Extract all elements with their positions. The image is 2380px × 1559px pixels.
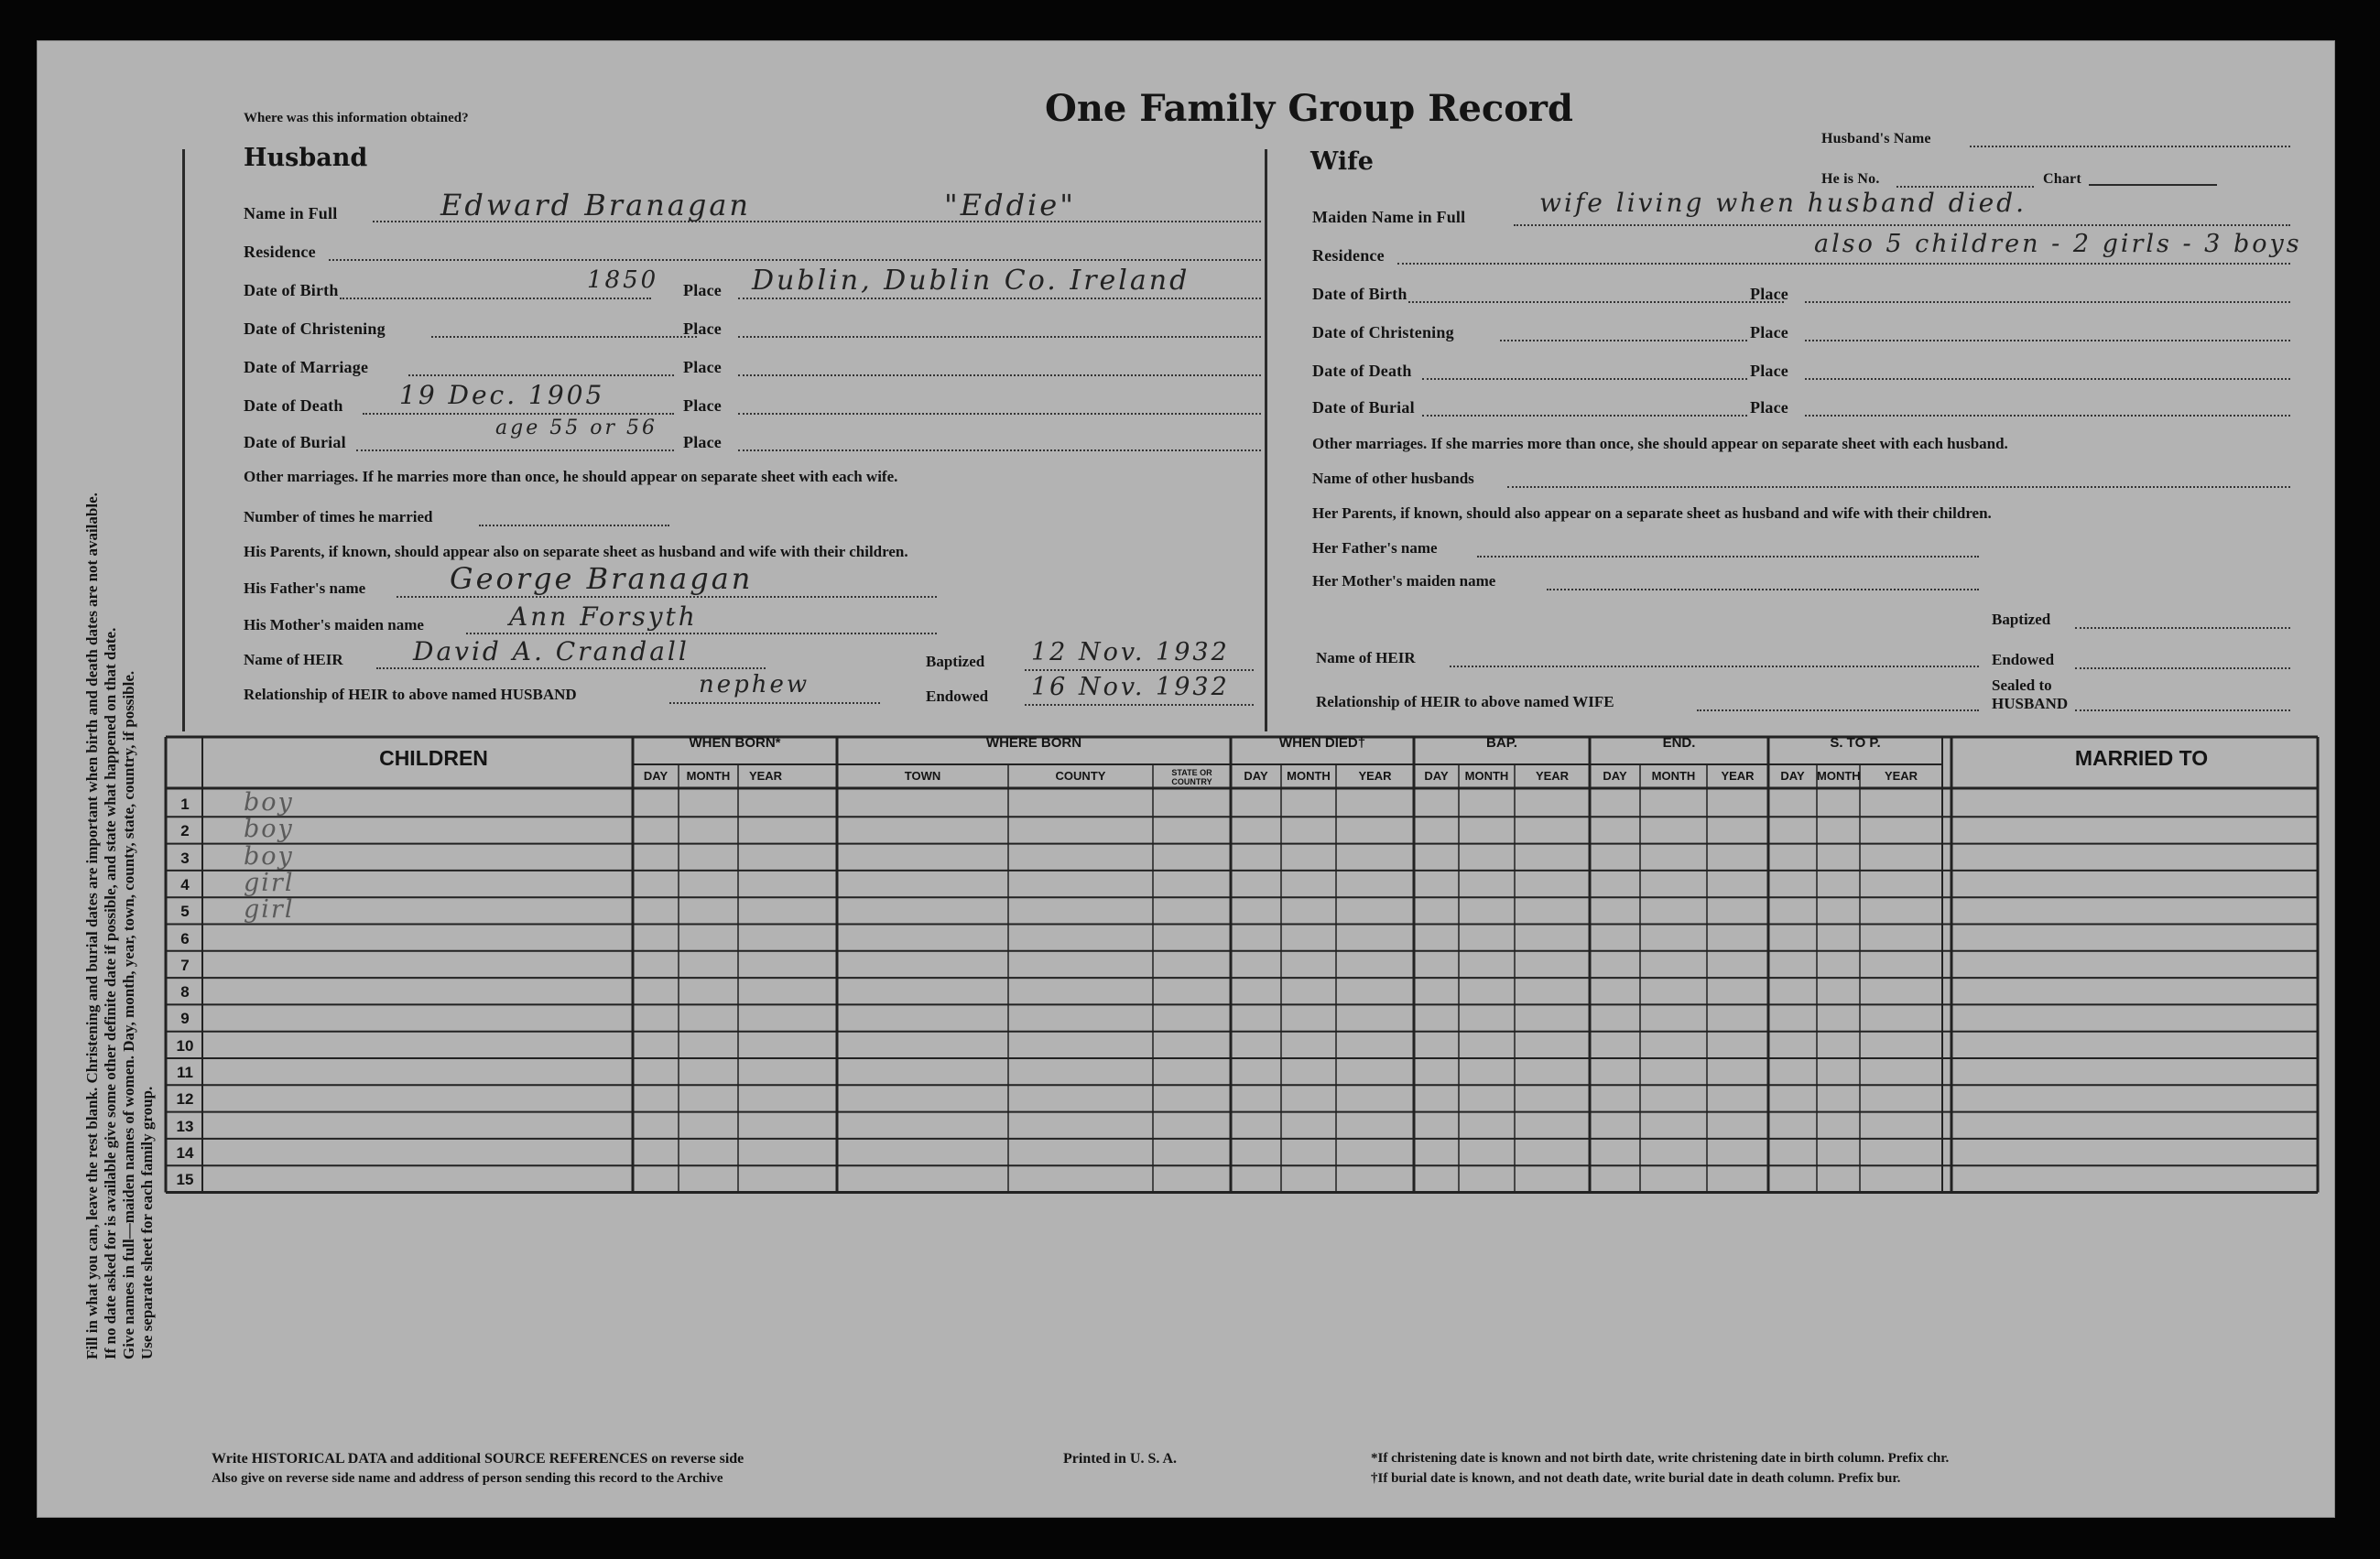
wife-mother-label: Her Mother's maiden name: [1312, 572, 1496, 590]
row-number: 8: [180, 983, 190, 1001]
husband-baptized-label: Baptized: [926, 653, 985, 670]
row-number: 14: [176, 1143, 194, 1162]
child-name-cell[interactable]: boy: [244, 841, 294, 871]
husband-baptized-value[interactable]: 12 Nov. 1932: [1031, 638, 1230, 666]
subheader-day: DAY: [1424, 769, 1449, 783]
subheader-day: DAY: [1780, 769, 1805, 783]
wife-endowed-label: Endowed: [1992, 651, 2055, 668]
husband-residence-label: Residence: [244, 243, 316, 261]
sealed-to-text: Sealed to: [1992, 677, 2052, 694]
husband-mother-label: His Mother's maiden name: [244, 616, 424, 633]
children-header: CHILDREN: [379, 746, 488, 770]
end-header: END.: [1662, 735, 1696, 751]
subheader-town: TOWN: [904, 769, 941, 783]
child-name-cell[interactable]: girl: [244, 895, 295, 925]
wife-other-marriages-note: Other marriages. If she marries more than once, she should appear on separate sheet with each husband.: [1312, 435, 2008, 452]
side-note-line: Use separate sheet for each family group.: [138, 1086, 156, 1359]
subheader-year: YEAR: [1358, 769, 1392, 783]
row-number: 2: [180, 822, 190, 840]
wife-birth-label: Date of Birth: [1312, 285, 1407, 303]
husband-death-place-label: Place: [683, 396, 722, 415]
subheader-month: MONTH: [1287, 769, 1331, 783]
family-group-record-sheet: [37, 40, 2335, 1518]
subheader-year: YEAR: [748, 769, 783, 783]
wife-heading: Wife: [1310, 147, 1374, 176]
subheader-county: COUNTY: [1055, 769, 1106, 783]
wife-father-label: Her Father's name: [1312, 539, 1438, 557]
wife-maiden-value[interactable]: wife living when husband died.: [1539, 188, 2027, 218]
where-born-header: WHERE BORN: [985, 735, 1082, 751]
wife-heir-label: Name of HEIR: [1316, 649, 1416, 666]
sto-header: S. TO P.: [1830, 735, 1881, 751]
subheader-day: DAY: [643, 769, 668, 783]
when-born-header: WHEN BORN*: [689, 735, 781, 751]
husband-birth-place-label: Place: [683, 281, 722, 299]
row-number: 6: [180, 929, 190, 947]
husband-christening-label: Date of Christening: [244, 319, 386, 338]
husband-name-value[interactable]: Edward Branagan: [440, 188, 752, 222]
husband-nickname-value[interactable]: "Eddie": [944, 188, 1076, 222]
wife-other-husbands-label: Name of other husbands: [1312, 470, 1474, 487]
wife-relationship-label: Relationship of HEIR to above named WIFE: [1316, 693, 1614, 710]
child-name-cell[interactable]: boy: [244, 788, 294, 817]
husband-birth-label: Date of Birth: [244, 281, 339, 299]
he-is-no-label: He is No.: [1821, 171, 1880, 187]
husband-heading: Husband: [244, 144, 368, 172]
wife-burial-label: Date of Burial: [1312, 398, 1415, 417]
husband-name-label: Name in Full: [244, 204, 338, 222]
wife-maiden-label: Maiden Name in Full: [1312, 208, 1466, 226]
wife-birth-place-label: Place: [1750, 285, 1788, 303]
row-number: 5: [180, 903, 190, 921]
bap-header: BAP.: [1486, 735, 1517, 751]
husband-relationship-value[interactable]: nephew: [699, 671, 810, 698]
subheader-year: YEAR: [1721, 769, 1755, 783]
husband-times-married-label: Number of times he married: [244, 508, 433, 525]
husband-burial-place-label: Place: [683, 433, 722, 451]
husband-marriage-place-label: Place: [683, 358, 722, 376]
chart-label: Chart: [2043, 171, 2081, 187]
husband-mother-value[interactable]: Ann Forsyth: [509, 601, 698, 632]
printed-in-usa: Printed in U. S. A.: [1063, 1451, 1178, 1467]
footer-left-2: Also give on reverse side name and address of person sending this record to the Archive: [212, 1471, 723, 1486]
row-number: 12: [176, 1090, 194, 1109]
wife-death-place-label: Place: [1750, 362, 1788, 380]
husband-father-label: His Father's name: [244, 579, 366, 597]
wife-residence-label: Residence: [1312, 246, 1385, 265]
husband-age-note[interactable]: age 55 or 56: [495, 417, 657, 439]
wife-parents-note: Her Parents, if known, should also appear on a separate sheet as husband and wife with their children.: [1312, 504, 1992, 522]
wife-baptized-label: Baptized: [1992, 611, 2051, 628]
husband-birth-place-value[interactable]: Dublin, Dublin Co. Ireland: [752, 265, 1190, 297]
row-number: 10: [176, 1036, 194, 1055]
when-died-header: WHEN DIED†: [1278, 735, 1366, 751]
child-name-cell[interactable]: girl: [244, 868, 295, 897]
husbands-name-label: Husband's Name: [1821, 131, 1931, 146]
row-number: 15: [176, 1171, 194, 1189]
row-number: 9: [180, 1010, 190, 1028]
row-number: 1: [180, 796, 190, 813]
husband-relationship-label: Relationship of HEIR to above named HUSBAND: [244, 686, 577, 703]
row-number: 3: [180, 849, 190, 867]
subheader-year: YEAR: [1535, 769, 1570, 783]
husband-endowed-value[interactable]: 16 Nov. 1932: [1031, 673, 1230, 701]
wife-christening-label: Date of Christening: [1312, 323, 1454, 341]
wife-burial-place-label: Place: [1750, 398, 1788, 417]
subheader-month: MONTH: [686, 769, 731, 783]
subheader-day: DAY: [1244, 769, 1268, 783]
wife-christening-place-label: Place: [1750, 323, 1788, 341]
husband-christening-place-label: Place: [683, 319, 722, 338]
husband-text: HUSBAND: [1992, 695, 2069, 712]
subheader-month: MONTH: [1464, 769, 1509, 783]
husband-parents-note: His Parents, if known, should appear also on separate sheet as husband and wife with their children.: [244, 543, 908, 560]
subheader-year: YEAR: [1884, 769, 1918, 783]
side-note-line: Give names in full—maiden names of women. Day, month, year, town, county, state, country, if possible.: [120, 670, 137, 1359]
footer-left-1: Write HISTORICAL DATA and additional SOURCE REFERENCES on reverse side: [212, 1451, 744, 1467]
married-to-header: MARRIED TO: [2074, 746, 2209, 770]
husband-death-label: Date of Death: [244, 396, 343, 415]
subheader-day: DAY: [1603, 769, 1627, 783]
subheader-state-country: STATE OR COUNTRY: [1171, 768, 1212, 786]
row-number: 13: [176, 1117, 194, 1135]
husband-birth-value[interactable]: 1850: [587, 266, 659, 294]
child-name-cell[interactable]: boy: [244, 815, 294, 844]
where-obtained-label: Where was this information obtained?: [244, 111, 469, 125]
husband-other-marriages-note: Other marriages. If he marries more than once, he should appear on separate sheet with each wife.: [244, 468, 898, 485]
wife-residence-note[interactable]: also 5 children - 2 girls - 3 boys: [1814, 230, 2302, 258]
husband-marriage-label: Date of Marriage: [244, 358, 369, 376]
husband-heir-label: Name of HEIR: [244, 651, 343, 668]
row-number: 11: [177, 1064, 193, 1081]
side-note-line: Fill in what you can, leave the rest blank. Christening and burial dates are important when birth and death dates are not available.: [83, 493, 101, 1359]
wife-death-label: Date of Death: [1312, 362, 1412, 380]
row-number: 7: [180, 956, 190, 974]
page-title: One Family Group Record: [1045, 87, 1573, 130]
side-note-line: If no date asked for is available give some other definite date if possible, and state what happened on that date.: [102, 627, 119, 1359]
husband-burial-label: Date of Burial: [244, 433, 346, 451]
subheader-month: MONTH: [1817, 769, 1861, 783]
row-number: 4: [180, 875, 190, 893]
footer-right-2: †If burial date is known, and not death date, write burial date in death column. Prefix bur.: [1371, 1471, 1901, 1486]
husband-father-value[interactable]: George Branagan: [450, 561, 754, 596]
footer-right-1: *If christening date is known and not birth date, write christening date in birth column. Prefix chr.: [1371, 1451, 1950, 1466]
husband-death-value[interactable]: 19 Dec. 1905: [399, 380, 605, 410]
subheader-month: MONTH: [1651, 769, 1696, 783]
husband-heir-value[interactable]: David A. Crandall: [413, 636, 690, 666]
husband-endowed-label: Endowed: [926, 687, 989, 705]
